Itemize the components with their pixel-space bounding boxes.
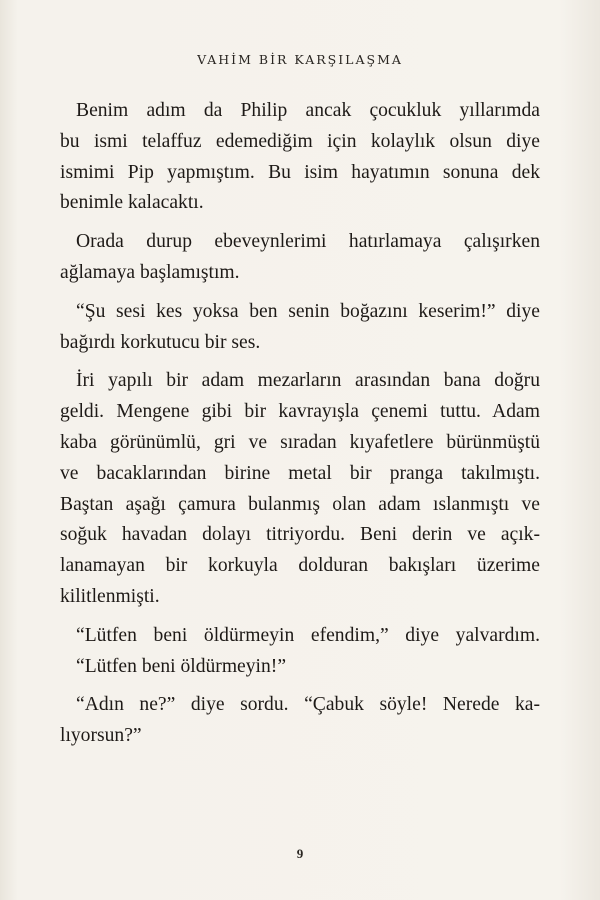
text-line: ismimi Pip yapmıştım. Bu isim hayatımın sonuna dek xyxy=(60,161,540,183)
paragraph-3 xyxy=(60,297,540,359)
text-line: Benim adım da Philip ancak çocukluk yıllarımda xyxy=(76,100,540,121)
paragraph-6 xyxy=(60,690,540,752)
text-line: “Adın ne?” diye sordu. “Çabuk söyle! Nerede ka- xyxy=(76,694,540,716)
text-line: Baştan aşağı çamura bulanmış olan adam ıslanmıştı ve xyxy=(60,493,540,515)
text-line: bu ismi telaffuz edemediğim için kolaylık olsun diye xyxy=(60,130,540,152)
text-line: “Lütfen beni öldürmeyin efendim,” diye yalvardım. xyxy=(76,624,540,646)
text-line: Orada durup ebeveynlerimi hatırlamaya çalışırken xyxy=(76,231,540,253)
text-line: kaba görünümlü, gri ve sıradan kıyafetlere bürünmüştü xyxy=(60,431,540,453)
text-line: kilitlenmişti. xyxy=(60,585,160,607)
text-line: İri yapılı bir adam mezarların arasından bana doğru xyxy=(76,370,540,392)
text-line: lıyorsun?” xyxy=(60,725,142,747)
text-line: benimle kalacaktı. xyxy=(60,192,204,214)
paragraph-5 xyxy=(60,621,540,683)
page-number: 9 xyxy=(296,846,304,861)
text-line: bağırdı korkutucu bir ses. xyxy=(60,331,261,353)
text-line: “Lütfen beni öldürmeyin!” xyxy=(76,655,287,677)
text-line: ve bacaklarından birine metal bir pranga takılmıştı. xyxy=(60,462,540,484)
text-line: lanamayan bir korkuyla dolduran bakışları üzerime xyxy=(60,555,540,577)
text-line: “Şu sesi kes yoksa ben senin boğazını keserim!” diye xyxy=(76,300,540,322)
paragraph-2 xyxy=(60,227,540,289)
paragraph-4 xyxy=(60,366,540,612)
paragraph-1 xyxy=(60,96,540,219)
text-line: ağlamaya başlamıştım. xyxy=(60,261,240,283)
body-text xyxy=(60,96,540,760)
running-head: VAHİM BİR KARŞILAŞMA xyxy=(197,52,403,67)
text-line: soğuk havadan dolayı titriyordu. Beni derin ve açık- xyxy=(60,524,540,546)
text-line: geldi. Mengene gibi bir kavrayışla çenemi tuttu. Adam xyxy=(60,401,540,423)
